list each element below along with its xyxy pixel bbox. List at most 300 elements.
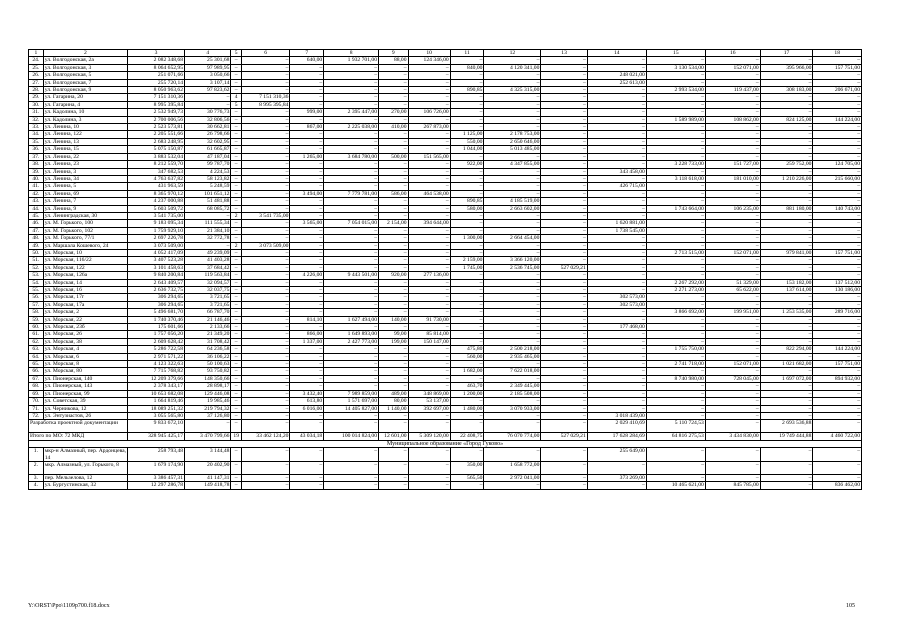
table-cell: – (646, 301, 705, 308)
table-cell: 64. (29, 353, 44, 360)
table-row (29, 405, 862, 412)
table-cell: 3 565,00 (290, 220, 324, 227)
table-cell: – (241, 375, 290, 382)
table-cell: – (241, 175, 290, 182)
table-row (29, 272, 862, 279)
table-cell: 2 395 447,00 (324, 109, 379, 116)
table-cell: 41 147,31 (185, 474, 231, 481)
table-cell: 4. (29, 482, 44, 489)
table-cell: – (646, 405, 705, 412)
table-cell: – (408, 474, 450, 481)
table-cell: – (813, 398, 862, 405)
table-cell: 91 730,00 (408, 316, 450, 323)
table-cell: 69. (29, 390, 44, 397)
table-cell: 70. (29, 398, 44, 405)
table-cell: – (450, 338, 484, 345)
table-cell: – (324, 448, 379, 462)
table-cell: 2 205 551,66 (128, 131, 185, 138)
table-row (29, 101, 862, 108)
table-cell: ул. Ленина, 22 (43, 153, 127, 160)
table-cell: – (231, 161, 242, 168)
table-cell: – (484, 183, 541, 190)
table-cell: – (646, 153, 705, 160)
table-cell: – (408, 412, 450, 419)
table-cell: 31. (29, 109, 44, 116)
table-cell: – (484, 301, 541, 308)
table-cell: – (450, 242, 484, 249)
table-cell: 12 209 379,66 (128, 375, 185, 382)
table-cell: – (646, 183, 705, 190)
table-cell: – (484, 94, 541, 101)
table-cell: 99 787,70 (185, 161, 231, 168)
table-cell: – (379, 301, 409, 308)
table-cell: – (379, 361, 409, 368)
table-cell: 1 697 072,00 (760, 375, 813, 382)
table-cell: – (760, 212, 813, 219)
table-cell: – (484, 57, 541, 64)
table-cell: – (450, 482, 484, 489)
table-cell: ул. Морская, 14 (43, 279, 127, 286)
table-cell: – (379, 116, 409, 123)
table-cell: – (324, 264, 379, 271)
table-cell: ул. Морская, 80 (43, 368, 127, 375)
table-cell: – (290, 420, 324, 433)
table-cell: ул. Морская, 26 (43, 331, 127, 338)
table-cell: – (231, 235, 242, 242)
table-cell: – (813, 168, 862, 175)
table-cell: – (290, 227, 324, 234)
table-cell: – (541, 131, 587, 138)
table-cell: – (541, 346, 587, 353)
table-cell: – (450, 331, 484, 338)
table-cell: – (231, 249, 242, 256)
table-row (29, 474, 862, 481)
table-cell: – (379, 474, 409, 481)
table-cell: – (705, 272, 760, 279)
table-row (29, 57, 862, 64)
table-cell: – (813, 301, 862, 308)
table-cell: – (587, 242, 646, 249)
table-cell: 32 806,56 (185, 116, 231, 123)
table-cell: – (760, 242, 813, 249)
page-number: 105 (846, 603, 855, 609)
table-cell: – (705, 405, 760, 412)
table-cell: 248 021,00 (587, 72, 646, 79)
table-cell: – (541, 146, 587, 153)
table-cell: 463,70 (450, 383, 484, 390)
table-row (29, 235, 862, 242)
table-cell: – (760, 324, 813, 331)
table-cell: – (290, 309, 324, 316)
table-cell: – (813, 190, 862, 197)
table-cell: 881 180,00 (760, 205, 813, 212)
table-cell: 2 082 348,68 (128, 57, 185, 64)
table-cell: – (541, 383, 587, 390)
table-cell: ул. Черникова, 12 (43, 405, 127, 412)
table-cell: 3 018 439,00 (587, 412, 646, 419)
table-cell: – (705, 257, 760, 264)
table-cell: – (587, 309, 646, 316)
table-cell: – (379, 183, 409, 190)
table-cell: – (231, 309, 242, 316)
table-cell: – (646, 338, 705, 345)
table-cell: – (541, 124, 587, 131)
table-cell: 373 269,00 (587, 474, 646, 481)
table-cell: – (324, 287, 379, 294)
table-cell: – (290, 482, 324, 489)
table-cell: – (408, 324, 450, 331)
table-cell: 2 536 745,00 (484, 264, 541, 271)
table-cell: – (813, 124, 862, 131)
table-cell: – (408, 294, 450, 301)
table-cell: 108 862,00 (705, 116, 760, 123)
table-cell: – (484, 175, 541, 182)
table-cell: – (324, 324, 379, 331)
table-cell: 1 300,00 (450, 235, 484, 242)
table-cell: – (541, 168, 587, 175)
table-cell: 2 609 628,42 (128, 338, 185, 345)
table-cell: 3 541 735,00 (128, 212, 185, 219)
table-cell: – (541, 220, 587, 227)
table-cell: 640,00 (290, 57, 324, 64)
table-cell: – (484, 420, 541, 433)
table-cell: – (241, 72, 290, 79)
table-cell: 347 682,53 (128, 168, 185, 175)
table-cell: – (379, 205, 409, 212)
table-cell: – (450, 227, 484, 234)
table-cell: – (450, 287, 484, 294)
table-cell: – (241, 412, 290, 419)
table-cell: 130 186,00 (813, 287, 862, 294)
table-cell: 255 649,00 (587, 448, 646, 462)
table-row (29, 72, 862, 79)
table-cell: 4 237 000,88 (128, 198, 185, 205)
table-cell: 308 183,00 (760, 87, 813, 94)
table-cell: – (379, 257, 409, 264)
table-cell: – (813, 220, 862, 227)
table-row (29, 212, 862, 219)
table-cell: – (241, 279, 290, 286)
table-cell: – (484, 338, 541, 345)
table-cell: – (760, 220, 813, 227)
table-cell: – (541, 279, 587, 286)
table-cell: 21 349,20 (185, 331, 231, 338)
table-cell: – (231, 324, 242, 331)
table-cell: – (813, 183, 862, 190)
table-cell: – (231, 57, 242, 64)
table-cell: – (760, 94, 813, 101)
table-cell: 1 649 893,00 (324, 331, 379, 338)
table-cell: – (231, 331, 242, 338)
table-row (29, 301, 862, 308)
table-cell: – (185, 101, 231, 108)
total-row (29, 433, 862, 440)
table-cell: 2 (43, 50, 127, 57)
table-cell: 3 721,65 (185, 294, 231, 301)
table-cell: 151 727,00 (705, 161, 760, 168)
table-cell: 22 408,75 (450, 433, 484, 440)
table-cell: 21 146,46 (185, 316, 231, 323)
table-cell: 67. (29, 375, 44, 382)
table-cell: – (379, 146, 409, 153)
table-cell: – (408, 264, 450, 271)
table-cell: 5 496 681,70 (128, 309, 185, 316)
table-cell: 2 663 602,00 (484, 205, 541, 212)
table-cell: – (241, 161, 290, 168)
table-cell: 66 787,70 (185, 309, 231, 316)
table-cell: – (587, 235, 646, 242)
table-cell: – (408, 94, 450, 101)
table-cell: 18 089 251,32 (128, 405, 185, 412)
table-cell: – (324, 383, 379, 390)
table-cell: – (450, 448, 484, 462)
table-cell: 255 720,14 (128, 79, 185, 86)
table-cell: 35. (29, 138, 44, 145)
table-cell: 890,85 (450, 198, 484, 205)
table-cell: 21 384,10 (185, 227, 231, 234)
table-cell: – (290, 361, 324, 368)
table-cell: 19 749 444,88 (760, 433, 813, 440)
table-row (29, 138, 862, 145)
table-cell: 394 644,00 (408, 220, 450, 227)
table-row (29, 375, 862, 382)
table-cell: – (241, 316, 290, 323)
table-cell: ул. Морская, 126а (43, 272, 127, 279)
table-cell: – (450, 272, 484, 279)
table-cell: – (379, 368, 409, 375)
table-cell: – (450, 294, 484, 301)
table-cell: 1. (29, 448, 44, 462)
table-cell: – (450, 153, 484, 160)
table-cell: – (231, 390, 242, 397)
table-cell: 1 682,00 (450, 368, 484, 375)
table-cell: – (379, 138, 409, 145)
table-cell: – (408, 235, 450, 242)
table-cell: – (760, 338, 813, 345)
table-cell: 97 989,95 (185, 64, 231, 71)
table-cell: 3 070 933,00 (484, 405, 541, 412)
table-cell: – (646, 146, 705, 153)
table-cell: – (705, 448, 760, 462)
table-cell: ул. Пионерская, 143 (43, 383, 127, 390)
table-cell: 137 512,00 (813, 279, 862, 286)
table-cell: – (705, 131, 760, 138)
table-cell: 153 182,00 (760, 279, 813, 286)
table-cell: – (408, 79, 450, 86)
table-cell: – (290, 205, 324, 212)
table-cell: – (231, 316, 242, 323)
table-cell: 306 294,65 (128, 294, 185, 301)
table-cell: – (379, 242, 409, 249)
table-cell: 199 951,00 (705, 309, 760, 316)
table-cell: 1 627 494,00 (324, 316, 379, 323)
table-cell: 19 985,46 (185, 398, 231, 405)
table-cell: – (813, 448, 862, 462)
table-cell: 4 185 519,00 (484, 198, 541, 205)
table-cell: – (324, 353, 379, 360)
table-cell: – (760, 272, 813, 279)
table-cell: 157 751,00 (813, 361, 862, 368)
table-cell: ул. Ленина, 3 (43, 168, 127, 175)
table-cell: – (760, 405, 813, 412)
table-cell: 999,00 (290, 109, 324, 116)
table-cell: 2 523 573,81 (128, 124, 185, 131)
table-cell: – (324, 87, 379, 94)
table-cell: 2 159,00 (450, 257, 484, 264)
table-cell: – (646, 198, 705, 205)
table-cell: Итого по МО: 72 МКД (29, 433, 128, 440)
table-cell: 19 (231, 433, 242, 440)
table-cell: – (290, 183, 324, 190)
table-cell: 25 301,68 (185, 57, 231, 64)
table-cell: 4 325 315,00 (484, 87, 541, 94)
table-cell: 3 407 523,28 (128, 257, 185, 264)
table-cell: 63. (29, 346, 44, 353)
table-cell: 53. (29, 272, 44, 279)
table-cell: ул. М. Горького, 102 (43, 227, 127, 234)
table-cell: 13 (541, 50, 587, 57)
table-cell: 5 (231, 101, 242, 108)
table-cell: – (290, 242, 324, 249)
table-cell: – (450, 375, 484, 382)
table-cell: ул. Ленина, 69 (43, 190, 127, 197)
table-cell: 181 010,00 (705, 175, 760, 182)
table-cell: 10 465 621,00 (646, 482, 705, 489)
table-cell: 2 697 226,78 (128, 235, 185, 242)
table-cell: – (813, 412, 862, 419)
table-cell: – (408, 242, 450, 249)
table-cell: 32 772,78 (185, 235, 231, 242)
table-cell: 3 050,66 (185, 72, 231, 79)
table-cell: – (646, 294, 705, 301)
table-row (29, 94, 862, 101)
table-cell: – (324, 161, 379, 168)
table-cell: – (324, 212, 379, 219)
table-cell: – (587, 287, 646, 294)
table-cell: – (813, 474, 862, 481)
table-cell: – (587, 161, 646, 168)
table-cell: 12 601,00 (379, 433, 409, 440)
table-cell: – (484, 375, 541, 382)
table-cell: – (705, 331, 760, 338)
table-cell: – (646, 235, 705, 242)
table-cell: – (541, 79, 587, 86)
table-cell: 3 541 735,00 (241, 212, 290, 219)
table-cell: – (324, 375, 379, 382)
table-cell: 55. (29, 287, 44, 294)
table-cell: – (408, 461, 450, 474)
table-cell: – (760, 72, 813, 79)
table-cell: 1 021 682,00 (760, 361, 813, 368)
table-cell: – (705, 474, 760, 481)
table-cell: – (324, 183, 379, 190)
table-cell: – (231, 361, 242, 368)
table-cell: – (646, 448, 705, 462)
table-cell: 2 154,00 (379, 220, 409, 227)
table-cell: – (813, 324, 862, 331)
table-cell: – (541, 287, 587, 294)
table-cell: – (241, 109, 290, 116)
table-cell: 31 708,42 (185, 338, 231, 345)
table-cell: – (587, 94, 646, 101)
table-cell: 28 898,17 (185, 383, 231, 390)
table-cell: ул. Ленина, 23 (43, 161, 127, 168)
table-cell: – (408, 64, 450, 71)
table-cell: 1 738 545,00 (587, 227, 646, 234)
table-cell: – (541, 183, 587, 190)
table-cell: – (587, 101, 646, 108)
table-cell: 32. (29, 116, 44, 123)
table-cell: – (541, 205, 587, 212)
table-cell: – (241, 331, 290, 338)
table-cell: – (379, 131, 409, 138)
table-cell: – (541, 227, 587, 234)
table-cell: – (450, 124, 484, 131)
table-cell: 206 671,00 (813, 87, 862, 94)
table-cell: 6 (241, 50, 290, 57)
table-cell: – (484, 287, 541, 294)
table-cell: – (587, 361, 646, 368)
table-cell: – (241, 205, 290, 212)
table-row (29, 198, 862, 205)
table-cell: – (379, 227, 409, 234)
table-cell: 54. (29, 279, 44, 286)
table-cell: – (813, 331, 862, 338)
table-cell: 37 684,42 (185, 264, 231, 271)
table-cell: – (760, 482, 813, 489)
table-cell: 32 094,57 (185, 279, 231, 286)
table-cell: – (231, 346, 242, 353)
table-cell: – (813, 212, 862, 219)
table-cell: – (587, 375, 646, 382)
table-cell: – (379, 375, 409, 382)
table-cell: – (484, 294, 541, 301)
table-cell: – (379, 412, 409, 419)
table-cell: – (408, 257, 450, 264)
table-cell: – (290, 375, 324, 382)
table-cell: 93 750,82 (185, 368, 231, 375)
table-cell: – (450, 309, 484, 316)
table-cell: – (408, 72, 450, 79)
table-cell: – (241, 249, 290, 256)
table-cell: 14 405 827,00 (324, 405, 379, 412)
table-cell: – (760, 390, 813, 397)
table-cell: – (760, 257, 813, 264)
table-cell: – (408, 212, 450, 219)
table-cell: ул. Волгодонская, 3 (43, 64, 127, 71)
table-cell: 3 073 509,00 (241, 242, 290, 249)
table-cell: ул. Морская, 23б (43, 324, 127, 331)
table-cell: – (587, 338, 646, 345)
table-cell: 144 224,00 (813, 116, 862, 123)
table-cell: 845 785,00 (705, 482, 760, 489)
table-cell: – (646, 331, 705, 338)
table-cell: 46. (29, 220, 44, 227)
table-cell: 106 726,00 (408, 109, 450, 116)
table-cell: – (646, 72, 705, 79)
table-cell: 24. (29, 57, 44, 64)
table-cell: 49 239,09 (185, 249, 231, 256)
table-cell: – (646, 412, 705, 419)
table-cell: – (450, 109, 484, 116)
table-cell: – (541, 398, 587, 405)
budget-table-sheet (28, 49, 862, 490)
table-cell: – (541, 249, 587, 256)
table-cell: 277 136,00 (408, 272, 450, 279)
table-cell: 68 085,72 (185, 205, 231, 212)
table-cell: – (646, 131, 705, 138)
table-cell: 148 350,66 (185, 375, 231, 382)
